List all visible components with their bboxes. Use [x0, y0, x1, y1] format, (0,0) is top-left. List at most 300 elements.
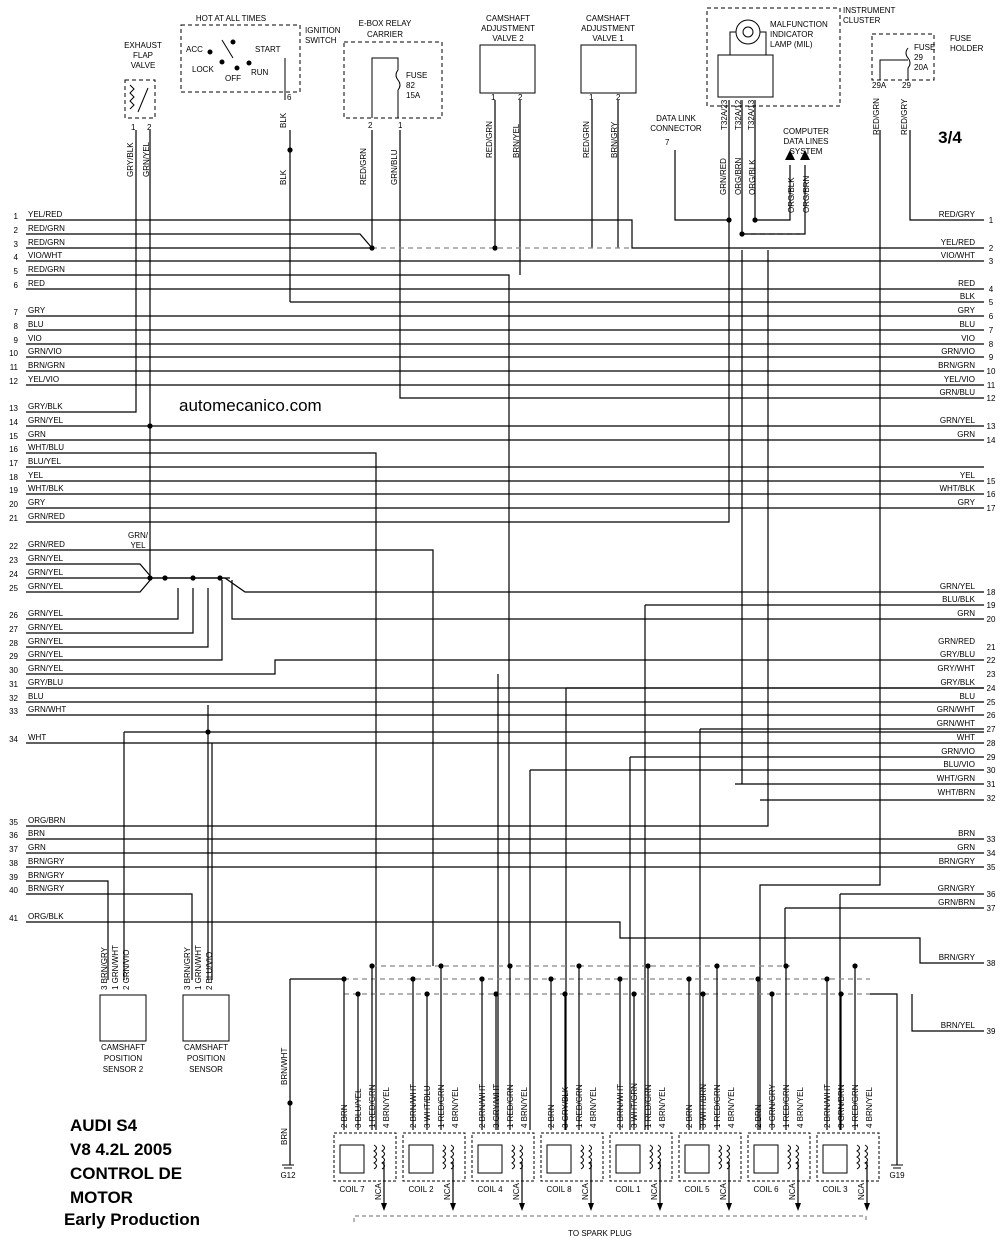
right-pin-number: 3: [988, 257, 994, 266]
cam-sensor-name: POSITION: [186, 1054, 226, 1063]
splice-dot: [548, 976, 553, 981]
right-pin-number: 17: [986, 504, 996, 513]
wire: [152, 578, 984, 592]
right-wire-label: GRN/WHT: [936, 705, 975, 714]
computer-data-lines: COMPUTER: [783, 127, 829, 136]
right-pin-number: 28: [986, 739, 996, 748]
right-pin-number: 12: [986, 394, 996, 403]
fuse-holder-name: HOLDER: [950, 44, 984, 53]
left-pin-number: 32: [9, 694, 18, 703]
exhaust-valve-name: FLAP: [132, 51, 154, 60]
coil-pin-label: 4 BRN/YEL: [382, 1087, 391, 1128]
vertical-wire-label: RED/GRN: [872, 98, 881, 135]
right-pin-number: 5: [988, 298, 994, 307]
cluster-name: CLUSTER: [843, 16, 881, 25]
switch-contact: [231, 40, 235, 44]
left-pin-number: 17: [9, 459, 18, 468]
splice-dot: [162, 575, 167, 580]
coil-pin-label: 2 BRN/WHT: [409, 1084, 418, 1128]
coil-pin-label: 4 BRN/YEL: [658, 1087, 667, 1128]
exhaust-valve-box: [125, 80, 155, 118]
mil-name: LAMP (MIL): [770, 40, 813, 49]
right-wire-label: GRN/VIO: [941, 747, 975, 756]
coil-pin-label: 4 BRN/YEL: [865, 1087, 874, 1128]
coil-pin-label: 1 RED/GRN: [713, 1084, 722, 1128]
splice-dot: [769, 991, 774, 996]
coil-pin-label: 1 RED/GRN: [851, 1084, 860, 1128]
pin-label: 2: [518, 93, 523, 102]
ignition-name: SWITCH: [305, 36, 337, 45]
ebox-fuse: 82: [406, 81, 415, 90]
coil-winding-icon: [650, 1145, 661, 1169]
left-wire-label: YEL/VIO: [28, 375, 60, 384]
coil-pin-label: 2 BRN: [547, 1104, 556, 1128]
splice-dot: [190, 575, 195, 580]
spark-plug-label: TO SPARK PLUG: [568, 1229, 632, 1238]
coil-pin-label: 3 GRY/WHT: [492, 1083, 501, 1128]
nca-arrow: [726, 1203, 732, 1211]
coil-winding-icon: [581, 1145, 592, 1169]
coil-pin-label: 2 BRN/WHT: [478, 1084, 487, 1128]
fuse-holder-name: FUSE: [950, 34, 972, 43]
left-pin-number: 27: [9, 625, 18, 634]
right-wire-label: GRY: [957, 306, 975, 315]
left-pin-number: 21: [9, 514, 18, 523]
right-wire-label: VIO: [961, 334, 975, 343]
right-pin-number: 37: [986, 904, 996, 913]
wire: [755, 165, 790, 220]
cam-sensor-box: [100, 995, 146, 1041]
cam-sensor-name: SENSOR: [189, 1065, 223, 1074]
left-pin-number: 18: [9, 473, 18, 482]
ignition-run: RUN: [251, 68, 269, 77]
coil-pin-label: 2 BRN: [754, 1104, 763, 1128]
switch-contact: [208, 50, 212, 54]
cam-valve-1-box: [581, 45, 636, 93]
left-wire-label: GRN/YEL: [28, 568, 64, 577]
cam-valve-2-name: ADJUSTMENT: [481, 24, 535, 33]
vertical-wire-label: BLK: [279, 112, 288, 128]
right-wire-label: GRN/GRY: [937, 884, 975, 893]
right-pin-number: 30: [986, 766, 996, 775]
right-wire-label: YEL: [959, 471, 975, 480]
vertical-wire-label: GRN/YEL: [142, 141, 151, 177]
left-pin-number: 24: [9, 570, 18, 579]
coil-winding-icon: [857, 1145, 868, 1169]
labels: [9, 6, 996, 1238]
splice-dot: [369, 245, 374, 250]
splice-dot: [287, 147, 292, 152]
right-wire-label: GRN/VIO: [941, 347, 975, 356]
left-wire-label: GRN/YEL: [28, 623, 64, 632]
nca-label: NCA: [650, 1183, 659, 1200]
right-wire-label: GRY/WHT: [937, 664, 975, 673]
coil-pin-label: 3 GRN/BRN: [837, 1084, 846, 1128]
splice-dot: [493, 991, 498, 996]
splice-dot: [147, 423, 152, 428]
ground-label: G12: [280, 1171, 296, 1180]
mil-lamp-core: [743, 27, 753, 37]
coil-body: [616, 1145, 640, 1173]
left-pin-number: 16: [9, 445, 18, 454]
cam-valve-1-name: CAMSHAFT: [586, 14, 630, 23]
left-pin-number: 9: [13, 336, 18, 345]
splice-dot: [852, 963, 857, 968]
splice-dot: [739, 231, 744, 236]
left-wire-label: BRN/GRY: [28, 884, 65, 893]
ignition-acc: ACC: [186, 45, 203, 54]
splice-dot: [341, 976, 346, 981]
left-pin-number: 8: [13, 322, 18, 331]
right-wire-label: WHT: [956, 733, 975, 742]
coil-pin-label: 2 BRN: [340, 1104, 349, 1128]
right-wire-label: BRN/GRY: [938, 953, 975, 962]
splice-dot: [355, 991, 360, 996]
nca-arrow: [519, 1203, 525, 1211]
splice-dot: [507, 963, 512, 968]
dlc-name: DATA LINK: [656, 114, 696, 123]
left-wire-label: BLU: [28, 692, 44, 701]
vertical-wire-label: RED/GRN: [485, 121, 494, 158]
coil-box: [334, 1133, 396, 1181]
coil-pin-label: 4 BRN/YEL: [451, 1087, 460, 1128]
left-pin-number: 15: [9, 432, 18, 441]
right-pin-number: 36: [986, 890, 996, 899]
coil-pin-label: 3 WHT/GRN: [630, 1083, 639, 1128]
vertical-wire-label: ORG/BLK: [787, 177, 796, 213]
coil-pin-label: 4 BRN/YEL: [589, 1087, 598, 1128]
coil-body: [340, 1145, 364, 1173]
left-pin-number: 28: [9, 639, 18, 648]
wire: [232, 580, 984, 619]
ignition-header: HOT AT ALL TIMES: [195, 14, 267, 23]
splice-dot: [755, 976, 760, 981]
right-wire-label: GRN: [957, 430, 975, 439]
left-wire-label: GRN/RED: [28, 512, 65, 521]
right-pin-number: 35: [986, 863, 996, 872]
coil-body: [754, 1145, 778, 1173]
fuse29-label: 20A: [914, 63, 929, 72]
coil-winding-icon: [512, 1145, 523, 1169]
left-wire-label: GRN/YEL: [28, 416, 64, 425]
left-wire-label: GRY/BLK: [28, 402, 63, 411]
nca-label: NCA: [788, 1183, 797, 1200]
right-pin-number: 26: [986, 711, 996, 720]
right-pin-number: 7: [988, 326, 994, 335]
left-pin-number: 25: [9, 584, 18, 593]
left-wire-label: GRY: [28, 306, 46, 315]
left-pin-number: 34: [9, 735, 18, 744]
right-pin-number: 23: [986, 670, 996, 679]
nca-label: NCA: [443, 1183, 452, 1200]
left-pin-number: 31: [9, 680, 18, 689]
left-pin-number: 20: [9, 500, 18, 509]
switch-contact: [247, 61, 251, 65]
left-wire-label: VIO: [28, 334, 42, 343]
right-pin-number: 38: [986, 959, 996, 968]
left-pin-number: 11: [9, 363, 18, 372]
splice-dot: [824, 976, 829, 981]
grn-yel-label: YEL: [130, 541, 146, 550]
coil-name: COIL 5: [684, 1185, 710, 1194]
computer-data-lines: SYSTEM: [789, 147, 823, 156]
coil-winding-icon: [443, 1145, 454, 1169]
left-wire-label: WHT/BLU: [28, 443, 64, 452]
vertical-wire-label: BRN/YEL: [512, 123, 521, 158]
right-wire-label: GRY/BLK: [940, 678, 975, 687]
cam-sensor-pin: 1 GRN/WHT: [111, 945, 120, 990]
nca-arrow: [657, 1203, 663, 1211]
wire: [400, 130, 984, 398]
left-wire-label: RED: [28, 279, 45, 288]
right-pin-number: 18: [986, 588, 996, 597]
pin-label: 29A: [872, 81, 887, 90]
right-wire-label: VIO/WHT: [940, 251, 975, 260]
computer-data-lines: DATA LINES: [783, 137, 829, 146]
splice-dot: [479, 976, 484, 981]
right-pin-number: 15: [986, 477, 996, 486]
splice-dot: [617, 976, 622, 981]
left-pin-number: 5: [13, 267, 18, 276]
left-pin-number: 29: [9, 652, 18, 661]
splice-dot: [631, 991, 636, 996]
coil-name: COIL 6: [753, 1185, 779, 1194]
right-pin-number: 20: [986, 615, 996, 624]
left-wire-label: GRN/YEL: [28, 582, 64, 591]
left-pin-number: 36: [9, 831, 18, 840]
right-wire-label: RED/GRY: [938, 210, 975, 219]
splice-dot: [217, 575, 222, 580]
left-wire-label: BRN/GRY: [28, 857, 65, 866]
cam-sensor-pin: 2 GRN/VIO: [122, 949, 131, 990]
coil-box: [817, 1133, 879, 1181]
nca-arrow: [381, 1203, 387, 1211]
pin-label: 1: [131, 123, 136, 132]
left-pin-number: 35: [9, 818, 18, 827]
page-label: 3/4: [938, 128, 962, 147]
ignition-start: START: [255, 45, 281, 54]
splice-dot: [726, 217, 731, 222]
left-pin-number: 3: [13, 240, 18, 249]
mil-name: INDICATOR: [770, 30, 814, 39]
coil-pin-label: 1 RED/GRN: [644, 1084, 653, 1128]
left-wire-label: BLU/YEL: [28, 457, 61, 466]
splice-dot: [752, 217, 757, 222]
left-pin-number: 4: [13, 253, 18, 262]
cluster-name: INSTRUMENT: [843, 6, 896, 15]
left-wire-label: GRN/YEL: [28, 664, 64, 673]
ebox-wire: [372, 58, 398, 118]
left-pin-number: 38: [9, 859, 18, 868]
coil-pin-label: 3 WHT/BLU: [423, 1085, 432, 1128]
left-pin-number: 1: [13, 212, 18, 221]
left-wire-label: RED/GRN: [28, 224, 65, 233]
wire: [760, 130, 880, 1130]
right-wire-label: BRN: [958, 829, 975, 838]
splice-dot: [700, 991, 705, 996]
left-wire-label: WHT/BLK: [28, 484, 64, 493]
splice-dot: [205, 729, 210, 734]
right-pin-number: 34: [986, 849, 996, 858]
fuse29-label: FUSE: [914, 43, 936, 52]
cam-valve-1-name: VALVE 1: [592, 34, 624, 43]
left-wire-label: RED/GRN: [28, 265, 65, 274]
wire: [26, 881, 108, 980]
right-pin-number: 9: [988, 353, 994, 362]
right-pin-number: 29: [986, 753, 996, 762]
cam-sensor-name: POSITION: [103, 1054, 143, 1063]
coil-pin-label: 2 BRN: [685, 1104, 694, 1128]
left-wire-label: GRN/YEL: [28, 637, 64, 646]
splice-dot: [369, 963, 374, 968]
left-wire-label: BRN/GRN: [28, 361, 65, 370]
fuse29-icon: [880, 48, 910, 80]
splice-dot: [645, 963, 650, 968]
ebox-name: E-BOX RELAY: [358, 19, 412, 28]
coil-pin-label: 4 BRN/YEL: [796, 1087, 805, 1128]
right-wire-label: BRN/GRY: [938, 857, 975, 866]
cam-sensor-name: CAMSHAFT: [101, 1043, 145, 1052]
vertical-wire-label: GRY/BLK: [126, 142, 135, 177]
mil-lamp-icon: [736, 20, 760, 44]
pin-label: 1: [491, 93, 496, 102]
cam-sensor-box: [183, 995, 229, 1041]
cam-valve-2-name: VALVE 2: [492, 34, 524, 43]
wire: [26, 894, 192, 980]
left-wire-label: VIO/WHT: [28, 251, 63, 260]
vertical-wire-label: GRN/RED: [719, 158, 728, 195]
exhaust-valve-name: EXHAUST: [124, 41, 162, 50]
right-wire-label: GRN/BRN: [938, 898, 975, 907]
cam-valve-1-name: ADJUSTMENT: [581, 24, 635, 33]
coil-name: COIL 3: [822, 1185, 848, 1194]
right-wire-label: BLU/BLK: [942, 595, 975, 604]
right-wire-label: RED: [958, 279, 975, 288]
right-wire-label: GRN/BLU: [939, 388, 975, 397]
ignition-lock: LOCK: [192, 65, 214, 74]
right-pin-number: 14: [986, 436, 996, 445]
coil-box: [541, 1133, 603, 1181]
right-pin-number: 6: [988, 312, 994, 321]
vertical-wire-label: ORG/BRN: [802, 175, 811, 213]
coil-pin-label: 3 WHT/BRN: [699, 1084, 708, 1128]
right-wire-label: GRN/YEL: [939, 416, 975, 425]
left-wire-label: YEL/RED: [28, 210, 63, 219]
left-wire-label: BRN/GRY: [28, 871, 65, 880]
right-pin-number: 22: [986, 656, 996, 665]
splice-dot: [783, 963, 788, 968]
pin-label: 7: [665, 138, 670, 147]
vertical-wire-label: BRN/GRY: [610, 121, 619, 158]
right-wire-label: GRY: [957, 498, 975, 507]
right-wire-label: BLU/VIO: [943, 760, 975, 769]
wire: [26, 234, 372, 248]
coil-winding-icon: [788, 1145, 799, 1169]
cam-valve-2-box: [480, 45, 535, 93]
cam-sensor-pin: 2 BLU/VIO: [205, 951, 214, 990]
cam-sensor-name: CAMSHAFT: [184, 1043, 228, 1052]
left-pin-number: 13: [9, 404, 18, 413]
left-pin-number: 40: [9, 886, 18, 895]
fuse-icon: [396, 70, 400, 90]
right-pin-number: 2: [988, 244, 994, 253]
wire-network: [26, 100, 984, 1222]
vertical-wire-label: ORG/BRN: [734, 157, 743, 195]
coil-box: [472, 1133, 534, 1181]
splice-dot: [438, 963, 443, 968]
coil-pin-label: 4 BRN/YEL: [727, 1087, 736, 1128]
coil-name: COIL 4: [477, 1185, 503, 1194]
right-pin-number: 25: [986, 698, 996, 707]
left-wire-label: GRN: [28, 843, 46, 852]
pin-label: 2: [147, 123, 152, 132]
left-pin-number: 12: [9, 377, 18, 386]
coil-name: COIL 2: [408, 1185, 434, 1194]
splice-dot: [562, 991, 567, 996]
ebox-fuse: 15A: [406, 91, 421, 100]
ebox-box: [344, 42, 442, 118]
right-wire-label: GRN/WHT: [936, 719, 975, 728]
title-line3: CONTROL DE: [70, 1164, 183, 1183]
vertical-wire-label: RED/GRN: [582, 121, 591, 158]
left-wire-label: GRN/YEL: [28, 554, 64, 563]
splice-dot: [576, 963, 581, 968]
cam-sensor-name: SENSOR 2: [102, 1065, 144, 1074]
coil-pin-label: 4 BRN/YEL: [520, 1087, 529, 1128]
coil-box: [748, 1133, 810, 1181]
right-wire-label: YEL/RED: [940, 238, 975, 247]
nca-arrow: [864, 1203, 870, 1211]
vertical-wire-label: RED/GRY: [900, 98, 909, 135]
nca-label: NCA: [374, 1183, 383, 1200]
coil-winding-icon: [719, 1145, 730, 1169]
pin-label: 29: [902, 81, 911, 90]
coil-pin-label: 2 BRN/WHT: [823, 1084, 832, 1128]
right-wire-label: GRN: [957, 843, 975, 852]
fuse-holder-box: [872, 34, 934, 80]
right-pin-number: 33: [986, 835, 996, 844]
left-pin-number: 2: [13, 226, 18, 235]
right-wire-label: YEL/VIO: [943, 375, 975, 384]
coil-box: [403, 1133, 465, 1181]
right-wire-label: GRN/RED: [938, 637, 975, 646]
nca-label: NCA: [857, 1183, 866, 1200]
left-pin-number: 6: [13, 281, 18, 290]
left-pin-number: 10: [9, 349, 18, 358]
nca-arrow: [795, 1203, 801, 1211]
pin-label: T32A/13: [747, 99, 756, 130]
vertical-wire-label: BLK: [279, 169, 288, 185]
left-wire-label: GRN/VIO: [28, 347, 62, 356]
right-pin-number: 24: [986, 684, 996, 693]
nca-arrow: [450, 1203, 456, 1211]
vertical-wire-label: RED/GRN: [359, 148, 368, 185]
splice-dot: [410, 976, 415, 981]
right-wire-label: BLU: [959, 692, 975, 701]
pin-label: T32A/12: [734, 99, 743, 130]
title-line4: MOTOR: [70, 1188, 133, 1207]
nca-arrow: [588, 1203, 594, 1211]
left-wire-label: GRN/WHT: [28, 705, 67, 714]
left-pin-number: 14: [9, 418, 18, 427]
title-line1: AUDI S4: [70, 1116, 138, 1135]
right-wire-label: GRN: [957, 609, 975, 618]
right-pin-number: 10: [986, 367, 996, 376]
left-pin-number: 23: [9, 556, 18, 565]
pin-label: 1: [589, 93, 594, 102]
coil-box: [679, 1133, 741, 1181]
right-wire-label: GRN/YEL: [939, 582, 975, 591]
